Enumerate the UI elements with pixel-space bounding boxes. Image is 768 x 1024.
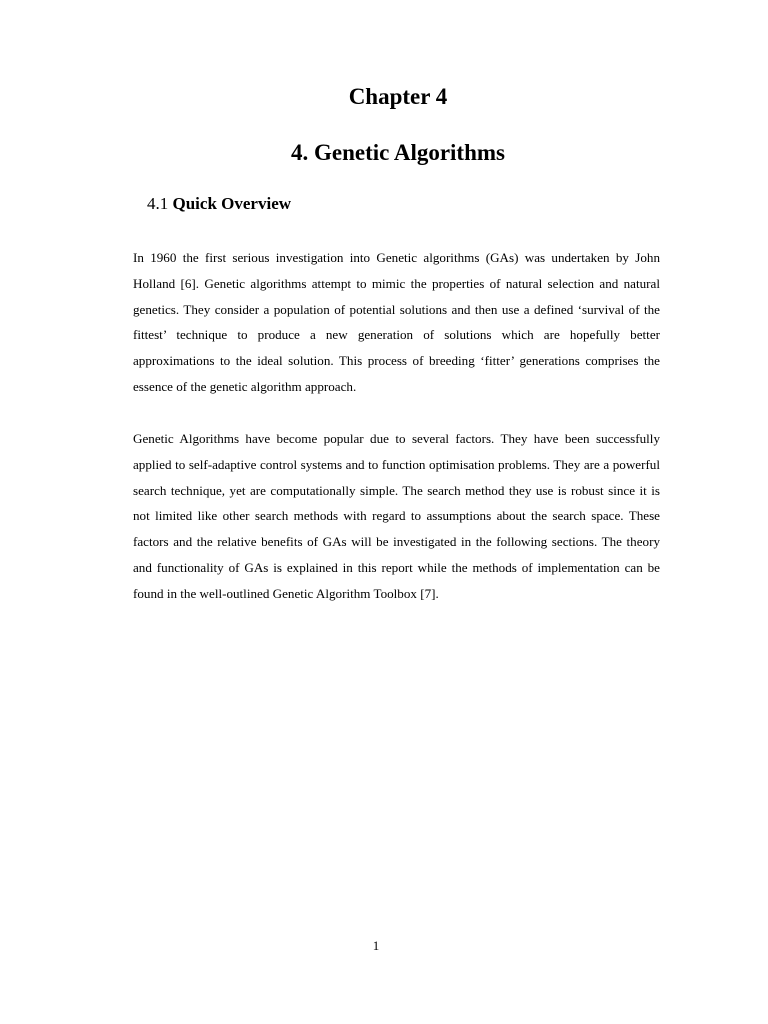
- section-heading: [147, 192, 291, 216]
- page-number: 1: [372, 938, 380, 953]
- section-number: 4.1: [147, 194, 169, 213]
- paragraph-2: Genetic Algorithms have become popular due to several factors. They have been successfully applied to self-adaptive control systems and to function optimisation problems. They are a powerful search technique, yet are computationally simple. The search method they use is robust since it is not limited like other search methods with regard to assumptions about the search space. These factors and the relative benefits of GAs will be investigated in the following sections. The theory and functionality of GAs is explained in this report while the methods of implementation can be found in the well-outlined Genetic Algorithm Toolbox [7].: [133, 431, 660, 601]
- chapter-heading: 4. Genetic Algorithms: [291, 140, 505, 165]
- section-title: Quick Overview: [172, 194, 292, 213]
- chapter-title: Chapter 4: [348, 84, 448, 109]
- paragraph-1: In 1960 the first serious investigation into Genetic algorithms (GAs) was undertaken by John Holland [6]. Genetic algorithms attempt to mimic the properties of natural selection and natural genetics. They consider a population of potential solutions and then use a defined ‘survival of the fittest’ technique to produce a new generation of solutions which are hopefully better approximations to the ideal solution. This process of breeding ‘fitter’ generations comprises the essence of the genetic algorithm approach.: [133, 250, 660, 394]
